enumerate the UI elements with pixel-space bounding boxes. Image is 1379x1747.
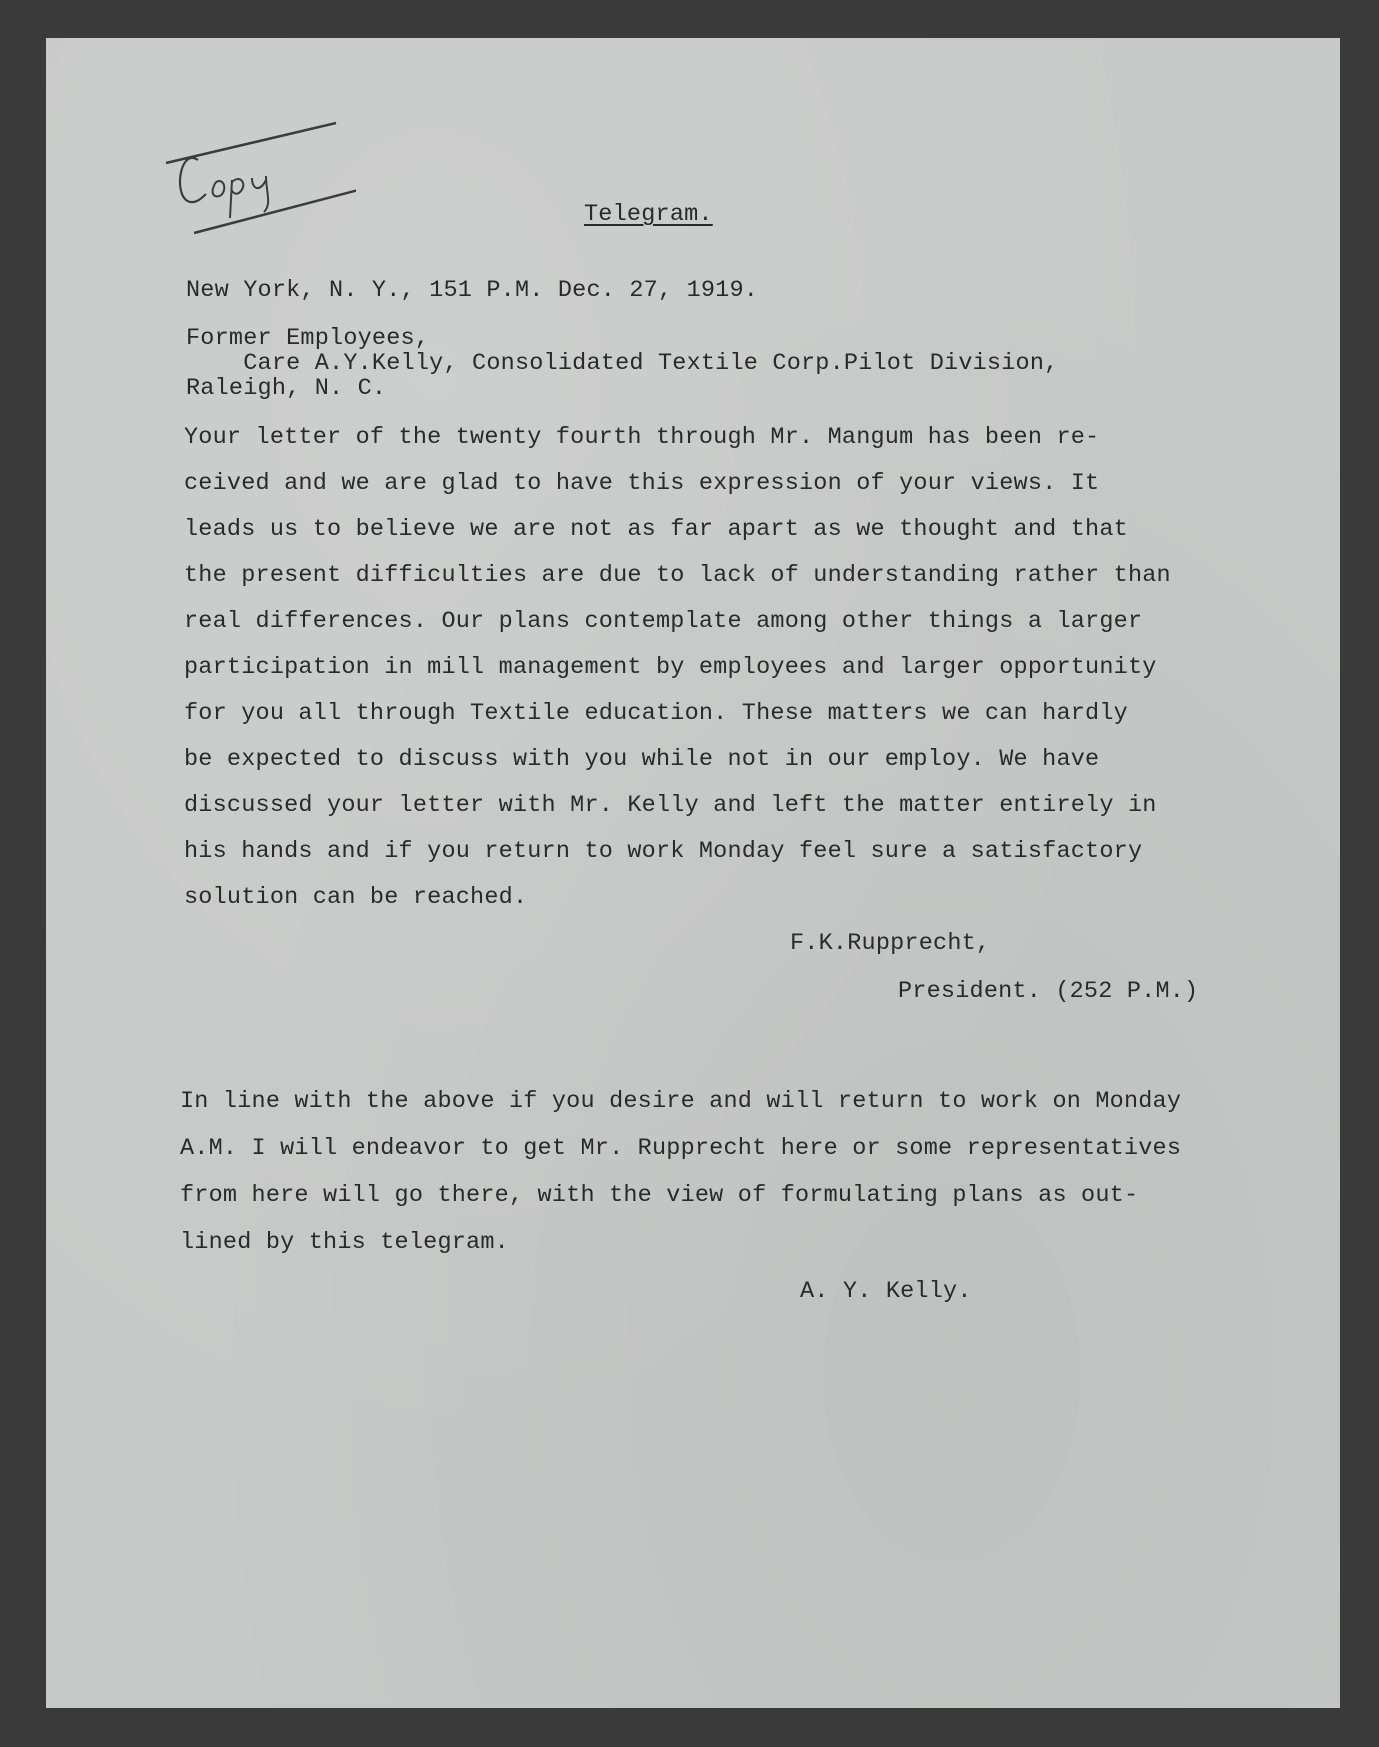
signature-name: F.K.Rupprecht, (790, 930, 991, 957)
body-line: his hands and if you return to work Monday feel sure a satisfactory (184, 838, 1143, 865)
body-line: participation in mill management by employees and larger opportunity (184, 654, 1157, 681)
signature-title: President. (252 P.M.) (898, 978, 1199, 1005)
body-line: leads us to believe we are not as far apart as we thought and that (184, 516, 1128, 543)
body-line: real differences. Our plans contemplate among other things a larger (184, 608, 1143, 635)
dateline: New York, N. Y., 151 P.M. Dec. 27, 1919. (186, 277, 759, 304)
body-line: ceived and we are glad to have this expression of your views. It (184, 470, 1100, 497)
body-line: discussed your letter with Mr. Kelly and left the matter entirely in (184, 792, 1157, 819)
postscript-line: In line with the above if you desire and will return to work on Monday (180, 1088, 1182, 1115)
body-line: be expected to discuss with you while not in our employ. We have (184, 746, 1100, 773)
document-page (46, 38, 1340, 1708)
body-line: for you all through Textile education. These matters we can hardly (184, 700, 1128, 727)
body-line: Your letter of the twenty fourth through Mr. Mangum has been re- (184, 424, 1100, 451)
body-line: solution can be reached. (184, 884, 528, 911)
postscript-line: A.M. I will endeavor to get Mr. Rupprecht here or some representatives (180, 1135, 1182, 1162)
address-line-2: Care A.Y.Kelly, Consolidated Textile Corp.Pilot Division, (186, 350, 1059, 377)
postscript-line: from here will go there, with the view of formulating plans as out- (180, 1182, 1139, 1209)
body-line: the present difficulties are due to lack of understanding rather than (184, 562, 1171, 589)
address-line-1: Former Employees, (186, 325, 430, 352)
postscript-signature: A. Y. Kelly. (800, 1278, 972, 1305)
address-line-3: Raleigh, N. C. (186, 375, 387, 402)
document-title: Telegram. (584, 201, 713, 228)
handwritten-copy-mark (136, 108, 356, 258)
postscript-line: lined by this telegram. (180, 1229, 509, 1256)
